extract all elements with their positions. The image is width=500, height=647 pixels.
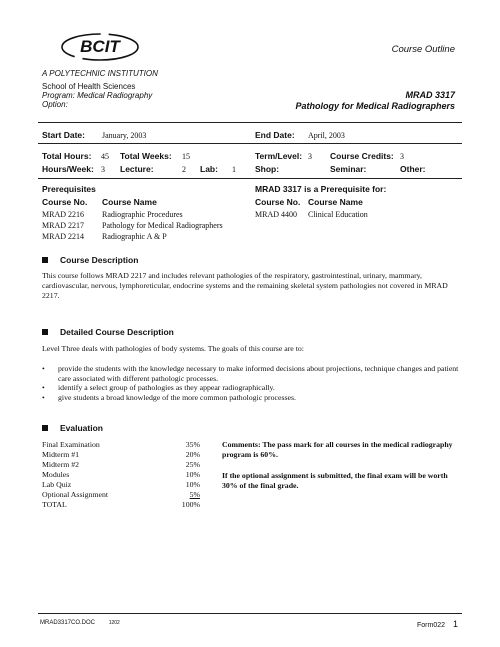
total-hours: 45 bbox=[101, 152, 109, 161]
school-info bbox=[42, 82, 152, 109]
bullet-square-icon bbox=[42, 257, 48, 263]
prereq-for-name: Clinical Education bbox=[308, 210, 368, 219]
header-divider bbox=[38, 122, 462, 123]
eval-pct: 25% bbox=[185, 460, 200, 469]
end-date: April, 2003 bbox=[308, 131, 345, 140]
section-title: Course Description bbox=[60, 255, 139, 265]
evaluation-heading bbox=[42, 423, 103, 433]
prereq-for-no: MRAD 4400 bbox=[255, 210, 298, 219]
table-row bbox=[42, 440, 200, 450]
bullet-dot-icon: • bbox=[42, 383, 45, 392]
school-name: School of Health Sciences bbox=[42, 82, 136, 91]
eval-pct: 10% bbox=[185, 470, 200, 479]
course-code: MRAD 3317 bbox=[405, 90, 455, 100]
file-name: MRAD3317CO.DOC bbox=[40, 620, 96, 626]
eval-item: Final Examination bbox=[42, 440, 100, 449]
table-row bbox=[42, 490, 200, 500]
bullet-square-icon bbox=[42, 425, 48, 431]
shop-label: Shop: bbox=[255, 164, 280, 174]
table-row bbox=[42, 450, 200, 460]
course-heading bbox=[295, 90, 455, 112]
list-item bbox=[42, 364, 462, 383]
logo-text: BCIT bbox=[80, 37, 120, 56]
eval-pct: 35% bbox=[185, 440, 200, 449]
other-label: Other: bbox=[400, 164, 426, 174]
prereq-col-no: Course No. bbox=[42, 197, 88, 207]
bullet-square-icon bbox=[42, 329, 48, 335]
footer-divider bbox=[38, 613, 462, 614]
total-weeks-label: Total Weeks: bbox=[120, 151, 172, 161]
eval-item: Midterm #2 bbox=[42, 460, 80, 469]
eval-pct: 20% bbox=[185, 450, 200, 459]
detailed-description-heading bbox=[42, 327, 174, 337]
term-label: Term/Level: bbox=[255, 151, 303, 161]
table-row bbox=[42, 480, 200, 490]
lecture-hours: 2 bbox=[182, 165, 186, 174]
list-item bbox=[42, 383, 462, 393]
credits-label: Course Credits: bbox=[330, 151, 394, 161]
option: Option: bbox=[42, 100, 68, 109]
eval-item: TOTAL bbox=[42, 500, 67, 509]
tagline: A POLYTECHNIC INSTITUTION bbox=[42, 69, 158, 78]
list-item bbox=[42, 393, 462, 403]
detailed-intro: Level Three deals with pathologies of body systems. The goals of this course are to: bbox=[42, 344, 304, 353]
table-row bbox=[42, 500, 200, 510]
evaluation-table bbox=[42, 440, 200, 510]
lab-label: Lab: bbox=[200, 164, 218, 174]
bcit-logo bbox=[58, 30, 140, 64]
section-title: Detailed Course Description bbox=[60, 327, 174, 337]
prereq-divider bbox=[38, 178, 462, 179]
hours-week: 3 bbox=[101, 165, 105, 174]
eval-pct: 100% bbox=[181, 500, 200, 509]
bullet-dot-icon: • bbox=[42, 364, 45, 373]
prereq-name: Pathology for Medical Radiographers bbox=[102, 221, 223, 230]
eval-item: Lab Quiz bbox=[42, 480, 72, 489]
bullet-dot-icon: • bbox=[42, 392, 45, 402]
doc-type: Course Outline bbox=[391, 44, 455, 55]
goal-text: identify a select group of pathologies as they appear radiographically. bbox=[58, 383, 275, 392]
info-divider bbox=[38, 143, 462, 144]
prereq-name: Radiographic A & P bbox=[102, 232, 167, 241]
prereq-heading: Prerequisites bbox=[42, 184, 96, 194]
course-description-heading bbox=[42, 255, 138, 265]
prereq-col-name: Course Name bbox=[102, 197, 157, 207]
table-row bbox=[42, 470, 200, 480]
prereq-no: MRAD 2217 bbox=[42, 221, 85, 230]
course-title: Pathology for Medical Radiographers bbox=[295, 101, 455, 111]
seminar-label: Seminar: bbox=[330, 164, 367, 174]
prereq-for-col-no: Course No. bbox=[255, 197, 301, 207]
eval-pct: 10% bbox=[185, 480, 200, 489]
footer-file bbox=[40, 620, 120, 626]
total-weeks: 15 bbox=[182, 152, 190, 161]
evaluation-comment-2: If the optional assignment is submitted, the final exam will be worth 30% of the final grade. bbox=[222, 471, 448, 490]
prereq-for-col-name: Course Name bbox=[308, 197, 363, 207]
form-number: Form022 bbox=[417, 622, 446, 629]
eval-item: Midterm #1 bbox=[42, 450, 80, 459]
lab-hours: 1 bbox=[232, 165, 236, 174]
eval-pct: 5% bbox=[189, 490, 200, 499]
term-level: 3 bbox=[308, 152, 312, 161]
footer-form bbox=[417, 619, 458, 629]
evaluation-comment-1: Comments: The pass mark for all courses in the medical radiography program is 60%. bbox=[222, 440, 453, 459]
total-hours-label: Total Hours: bbox=[42, 151, 92, 161]
table-row bbox=[42, 460, 200, 470]
file-code: 1202 bbox=[108, 620, 120, 626]
goal-text: provide the students with the knowledge necessary to make informed decisions about projections, technique changes and patient care associated with different pathologic processes. bbox=[58, 364, 459, 383]
end-date-label: End Date: bbox=[255, 130, 295, 140]
goals-list bbox=[42, 364, 462, 402]
page-number: 1 bbox=[452, 619, 458, 629]
prereq-for-heading: MRAD 3317 is a Prerequisite for: bbox=[255, 184, 387, 194]
course-description-text: This course follows MRAD 2217 and includes relevant pathologies of the respiratory, gastrointestinal, urinary, mammary, cardiovascular, nervous, lymphoreticular, endocrine systems and the remaining skeletal system pathologies not covered in MRAD 2217. bbox=[42, 271, 448, 300]
eval-item: Optional Assignment bbox=[42, 490, 109, 499]
hours-week-label: Hours/Week: bbox=[42, 164, 94, 174]
eval-item: Modules bbox=[42, 470, 70, 479]
start-date-label: Start Date: bbox=[42, 130, 85, 140]
lecture-label: Lecture: bbox=[120, 164, 154, 174]
course-credits: 3 bbox=[400, 152, 404, 161]
program: Program: Medical Radiography bbox=[42, 91, 153, 100]
section-title: Evaluation bbox=[60, 423, 103, 433]
start-date: January, 2003 bbox=[102, 131, 147, 140]
prereq-no: MRAD 2216 bbox=[42, 210, 85, 219]
prereq-no: MRAD 2214 bbox=[42, 232, 85, 241]
goal-text: give students a broad knowledge of the more common pathologic processes. bbox=[58, 392, 296, 402]
prereq-name: Radiographic Procedures bbox=[102, 210, 183, 219]
